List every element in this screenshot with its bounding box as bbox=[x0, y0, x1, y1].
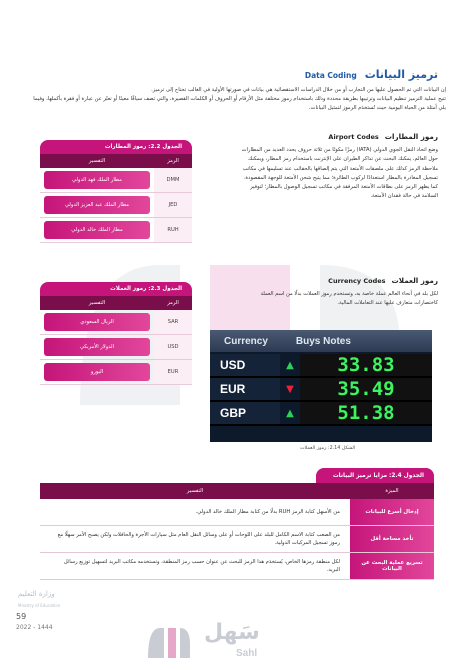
table-row bbox=[40, 553, 434, 580]
board-value: 51.38 bbox=[300, 402, 432, 424]
table-row bbox=[40, 335, 192, 360]
table-row bbox=[40, 360, 192, 385]
brand-english: Sahl bbox=[236, 648, 258, 659]
figure-caption: الشكل 2.14: رموز العملات bbox=[300, 446, 356, 451]
board-currency: EUR bbox=[210, 378, 280, 400]
table-row bbox=[40, 168, 192, 193]
board-row bbox=[210, 402, 432, 426]
arrow-up-icon: ▲ bbox=[286, 359, 294, 371]
meaning-cell: اليورو bbox=[44, 363, 150, 381]
currency-heading-en: Currency Codes bbox=[328, 277, 386, 285]
table-row bbox=[40, 193, 192, 218]
arrow-down-icon: ▼ bbox=[286, 383, 294, 395]
code-cell: SAR bbox=[154, 310, 192, 334]
board-value: 35.49 bbox=[300, 378, 432, 400]
airport-heading-ar: رموز المطارات bbox=[384, 132, 438, 141]
meaning-cell: مطار الملك عبد العزيز الدولي bbox=[44, 196, 150, 214]
currency-board-photo bbox=[210, 330, 432, 442]
airports-table bbox=[40, 140, 192, 243]
feature-cell: إدخال أسرع للبيانات bbox=[350, 499, 434, 525]
airports-table-caption: الجدول 2.2: رموز المطارات bbox=[40, 140, 192, 154]
brand-arabic: سَهل bbox=[204, 620, 260, 645]
meaning-cell: الريال السعودي bbox=[44, 313, 150, 331]
feature-cell: تسريع عملية البحث عن البيانات bbox=[350, 553, 434, 579]
board-header bbox=[210, 330, 432, 352]
meaning-cell: مطار الملك خالد الدولي bbox=[44, 221, 150, 239]
benefits-table-header bbox=[40, 483, 434, 499]
board-rows bbox=[210, 354, 432, 426]
board-value: 33.83 bbox=[300, 354, 432, 376]
col-code: الرمز bbox=[167, 300, 179, 306]
explanation-cell: لكل منطقة رمزها الخاص، يُستخدَم هذا الرمز للبحث عن عنوان حسب رمز المنطقة، وتستخدمه مكاتب البريد لتسهيل توزيع رسائل البريد. bbox=[63, 559, 340, 573]
ministry-label-en: Ministry of Education bbox=[18, 603, 61, 608]
ministry-label-ar: وزارة التعليم bbox=[18, 590, 55, 598]
airport-body: وضع اتحاد النقل الجوي الدولي (IATA) رمزًا مكونًا من ثلاثة حروف يحدد العديد من المطارات حول العالم، يمكنك البحث عن تذاكر الطيران على الإنترنت باستخدام رمز المطار، ويمكنك ملاحظة الرمز كذلك على ملصقات الأمتعة التي يتم إلصاقها بالحقائب عند تسليمها في مكاتب تسجيل المغادرة بالمطار استعدادًا لركوب الطائرة؛ مما يتيح شحن الأمتعة للوجهة المقصودة. كما يظهر الرمز على بطاقات الأمتعة المرفقة في مكاتب تسجيل الوصول بالمطار؛ لتوفير السلامة في حالة فقدان الأمتعة. bbox=[241, 147, 438, 200]
col-code: الرمز bbox=[167, 158, 179, 164]
sahl-brand bbox=[196, 618, 286, 662]
currency-body: لكل بلد في أنحاء العالم عملة خاصة به، وتستخدم رموز العملات بدلًا من اسم العملة كاختصارات متعارف عليها عند التعاملات المالية. bbox=[260, 291, 438, 307]
benefits-table bbox=[40, 468, 434, 580]
sahl-logo-mark-icon bbox=[144, 618, 194, 662]
airport-heading-en: Airport Codes bbox=[328, 133, 379, 141]
currency-heading bbox=[328, 276, 438, 285]
currencies-table bbox=[40, 282, 192, 385]
currencies-table-header bbox=[40, 296, 192, 310]
col-explanation: التفسير bbox=[186, 488, 204, 494]
col-feature: الميزة bbox=[385, 488, 399, 494]
title-english: Data Coding bbox=[304, 71, 357, 80]
code-cell: DMM bbox=[154, 168, 192, 192]
table-row bbox=[40, 218, 192, 243]
meaning-cell: مطار الملك فهد الدولي bbox=[44, 171, 150, 189]
intro-text bbox=[28, 86, 446, 113]
benefits-table-caption: الجدول 2.4: مزايا ترميز البيانات bbox=[316, 468, 434, 483]
currency-heading-ar: رموز العملات bbox=[391, 276, 438, 285]
feature-cell: تأخذ مساحة أقل bbox=[350, 526, 434, 552]
table-row bbox=[40, 526, 434, 553]
intro-paragraph-2: تتيح عملية الترميز تنظيم البيانات وترتيبها بطريقة محددة وذلك باستخدام رموز مختلفة مثل الأرقام أو الحروف أو الكلمات القصيرة، والتي تصف سياقًا معينًا أو تعبّر عن عبارة أو فقرة بأكملها، وفيما يلي أمثلة من الحياة اليومية حيث تُستخدَم الرموز لتمثيل البيانات. bbox=[33, 96, 446, 111]
page-number: 59 bbox=[16, 612, 27, 621]
explanation-cell: من الصعب كتابة الاسم الكامل للبلد على اللوحات أو على وسائل النقل العام مثل سيارات الأجرة والحافلات ولكن يصبح الأمر سهلًا مع رموز تسجيل المركبات الدولية. bbox=[57, 532, 340, 546]
code-cell: EUR bbox=[154, 360, 192, 384]
meaning-cell: الدولار الأمريكي bbox=[44, 338, 150, 356]
explanation-cell: من الأسهل كتابة الرمز RUH بدلًا من كتابة مطار الملك خالد الدولي. bbox=[195, 509, 340, 515]
board-currency: GBP bbox=[210, 402, 280, 424]
intro-paragraph-1: إن البيانات التي تم الحصول عليها من التجارب أو من خلال الدراسات الاستقصائية هي بيانات في صورتها الأولية في الغالب تحتاج إلى ترميز. bbox=[151, 87, 446, 93]
board-row bbox=[210, 378, 432, 402]
airports-table-header bbox=[40, 154, 192, 168]
currencies-table-caption: الجدول 2.3: رموز العملات bbox=[40, 282, 192, 296]
arrow-up-icon: ▲ bbox=[286, 407, 294, 419]
table-row bbox=[40, 310, 192, 335]
code-cell: JED bbox=[154, 193, 192, 217]
code-cell: USD bbox=[154, 335, 192, 359]
board-header-buys: Buys Notes bbox=[295, 335, 351, 347]
table-row bbox=[40, 499, 434, 526]
board-row bbox=[210, 354, 432, 378]
airport-heading bbox=[328, 132, 438, 141]
code-cell: RUH bbox=[154, 218, 192, 242]
title-arabic: ترميز البيانات bbox=[364, 68, 438, 81]
board-header-currency: Currency bbox=[224, 335, 268, 347]
col-meaning: التفسير bbox=[88, 300, 106, 306]
col-meaning: التفسير bbox=[88, 158, 106, 164]
page-title bbox=[305, 68, 438, 81]
board-currency: USD bbox=[210, 354, 280, 376]
edition-year: 2022 - 1444 bbox=[16, 624, 53, 631]
